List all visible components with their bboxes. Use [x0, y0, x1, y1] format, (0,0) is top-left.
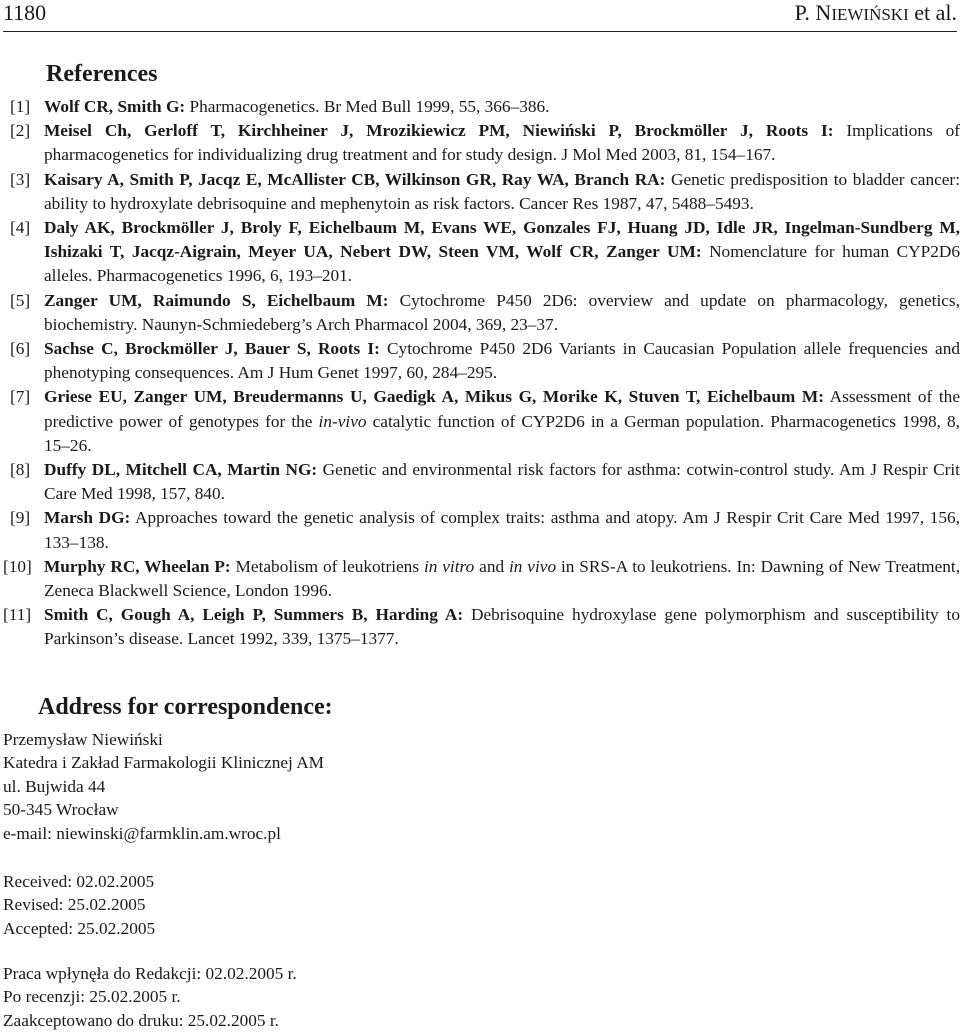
reference-text: catalytic function of CYP2D6 in a German population. Pharmacogenetics 1998, 8, 15–26. — [44, 411, 960, 455]
reference-number: [6] — [10, 339, 31, 359]
page-number: 1180 — [3, 0, 47, 25]
reference-number: [7] — [10, 387, 31, 407]
running-head — [795, 0, 957, 28]
reference-number: [2] — [10, 121, 31, 141]
reference-text: Cytochrome P450 2D6 Variants in Caucasian Population allele frequencies and phenotyping consequences. Am J Hum Genet 1997, 60, 284–295. — [44, 339, 960, 383]
date-received: Received: 02.02.2005 — [3, 872, 155, 891]
date-received-pl: Praca wpłynęła do Redakcji: 02.02.2005 r. — [3, 964, 297, 983]
reference-authors: Murphy RC, Wheelan P: — [44, 556, 231, 576]
reference-list — [3, 95, 960, 652]
reference-item — [10, 458, 960, 506]
reference-item — [10, 216, 960, 289]
running-head-initial: P. N — [794, 0, 832, 25]
reference-text: Genetic predisposition to bladder cancer: ability to hydroxylate debrisoquine and mephenytoin as risk factors. Cancer Res 1987, 47, 5488–5493. — [44, 169, 960, 213]
address-city: 50-345 Wrocław — [3, 800, 119, 820]
reference-number: [4] — [10, 218, 31, 238]
correspondence-heading: Address for correspondence: — [38, 694, 333, 720]
date-revised: Revised: 25.02.2005 — [3, 895, 146, 915]
running-head-smallcaps: IEWIŃSKI — [831, 5, 909, 24]
reference-authors: Griese EU, Zanger UM, Breudermanns U, Gaedigk A, Mikus G, Morike K, Stuven T, Eichelbaum M: — [44, 387, 824, 407]
address-street: ul. Bujwida 44 — [3, 776, 106, 796]
date-accepted-pl: Zaakceptowano do druku: 25.02.2005 r. — [3, 1010, 279, 1030]
correspondence-address — [3, 728, 324, 845]
reference-authors: Smith C, Gough A, Leigh P, Summers B, Harding A: — [44, 605, 464, 625]
reference-text: Pharmacogenetics. Br Med Bull 1999, 55, 366–386. — [185, 97, 550, 116]
reference-number: [8] — [10, 460, 31, 480]
reference-italic-text: in vitro — [423, 556, 475, 576]
reference-authors: Sachse C, Brockmöller J, Bauer S, Roots I: — [44, 339, 380, 359]
reference-item — [10, 337, 960, 385]
reference-number: [1] — [10, 97, 31, 116]
reference-text: Debrisoquine hydroxylase gene polymorphism and susceptibility to Parkinson’s disease. Lancet 1992, 339, 1375–1377. — [44, 605, 960, 649]
page-header — [3, 0, 957, 32]
date-reviewed-pl: Po recenzji: 25.02.2005 r. — [3, 987, 181, 1007]
dates-polish — [3, 962, 297, 1032]
reference-authors: Meisel Ch, Gerloff T, Kirchheiner J, Mrozikiewicz PM, Niewiński P, Brockmöller J, Roots I: — [44, 121, 834, 141]
address-name: Przemysław Niewiński — [3, 730, 163, 749]
reference-item — [10, 168, 960, 216]
reference-item — [3, 555, 960, 603]
reference-item — [3, 603, 960, 651]
reference-number: [3] — [10, 169, 31, 189]
reference-item — [10, 385, 960, 458]
reference-authors: Wolf CR, Smith G: — [44, 97, 186, 116]
reference-text: in SRS-A to leukotriens. In: Dawning of New Treatment, Zeneca Blackwell Science, London 1996. — [44, 556, 960, 601]
running-head-suffix: et al. — [908, 0, 957, 25]
dates-english — [3, 870, 155, 940]
reference-number: [10] — [3, 556, 32, 576]
reference-text: and — [474, 556, 509, 576]
references-heading: References — [46, 61, 158, 87]
reference-italic-text: in-vivo — [318, 411, 367, 431]
date-accepted: Accepted: 25.02.2005 — [3, 918, 156, 938]
reference-number: [5] — [10, 290, 31, 310]
reference-text: Assessment of the predictive power of genotypes for the — [44, 387, 960, 431]
address-email: e-mail: niewinski@farmklin.am.wroc.pl — [3, 823, 281, 843]
reference-text: Nomenclature for human CYP2D6 alleles. Pharmacogenetics 1996, 6, 193–201. — [44, 242, 960, 286]
reference-number: [11] — [3, 605, 32, 625]
reference-authors: Marsh DG: — [44, 508, 131, 528]
reference-text: Approaches toward the genetic analysis of complex traits: asthma and atopy. Am J Respir Crit Care Med 1997, 156, 133–138. — [44, 508, 960, 552]
reference-text: Metabolism of leukotriens — [230, 556, 424, 576]
reference-item — [10, 289, 960, 337]
reference-italic-text: in vivo — [508, 556, 557, 576]
reference-authors: Duffy DL, Mitchell CA, Martin NG: — [44, 460, 318, 480]
reference-text: Genetic and environmental risk factors for asthma: cotwin-control study. Am J Respir Crit Care Med 1998, 157, 840. — [44, 460, 960, 504]
reference-text: Implications of pharmacogenetics for individualizing drug treatment and for study design. J Mol Med 2003, 81, 154–167. — [44, 121, 960, 165]
reference-authors: Daly AK, Brockmöller J, Broly F, Eichelbaum M, Evans WE, Gonzales FJ, Huang JD, Idle JR, Ingelman-Sundberg M, Ishizaki T, Jacqz-Aigrain, Meyer UA, Nebert DW, Steen VM, Wolf CR, Zanger UM: — [44, 218, 960, 262]
reference-text: Cytochrome P450 2D6: overview and update on pharmacology, genetics, biochemistry. Naunyn-Schmiedeberg’s Arch Pharmacol 2004, 369, 23–37. — [44, 290, 960, 334]
reference-item — [10, 506, 960, 554]
address-department: Katedra i Zakład Farmakologii Klinicznej AM — [3, 753, 325, 773]
reference-item — [10, 119, 960, 167]
reference-number: [9] — [10, 508, 31, 528]
reference-authors: Kaisary A, Smith P, Jacqz E, McAllister CB, Wilkinson GR, Ray WA, Branch RA: — [44, 169, 666, 189]
reference-item — [10, 95, 960, 119]
reference-authors: Zanger UM, Raimundo S, Eichelbaum M: — [44, 290, 389, 310]
